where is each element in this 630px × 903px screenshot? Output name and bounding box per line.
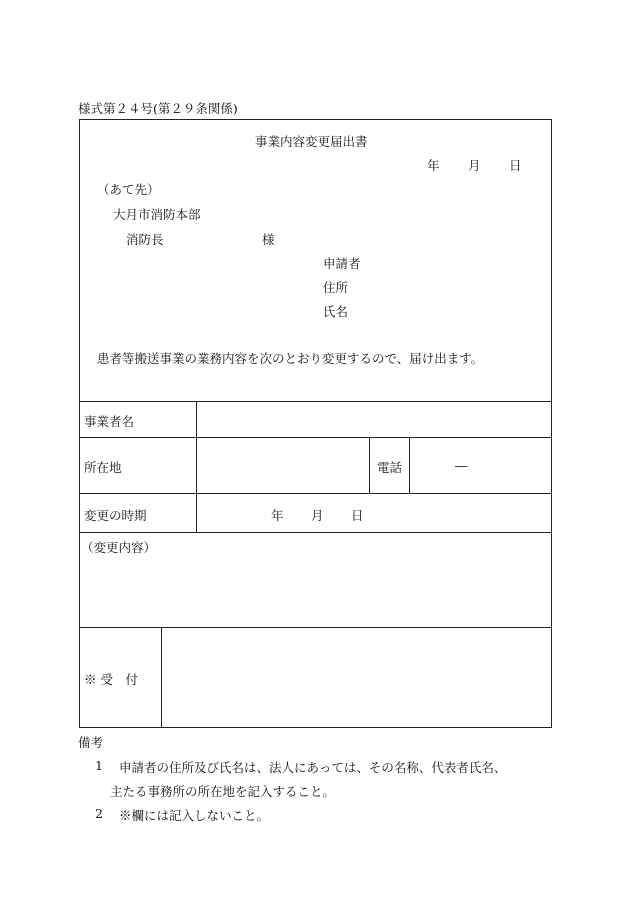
date-month-label: 月: [468, 158, 481, 173]
column-divider: [369, 437, 370, 494]
note-number: 2: [95, 806, 103, 821]
date-year-label: 年: [427, 158, 440, 173]
note-number: 1: [95, 758, 103, 773]
notes-heading: 備考: [78, 735, 104, 750]
addressee-title: 消防長: [126, 232, 164, 247]
date-day-label: 日: [509, 158, 522, 173]
change-content-field[interactable]: [80, 556, 550, 626]
change-date-label: 変更の時期: [84, 508, 147, 523]
note-text: ※欄には記入しないこと。: [119, 808, 270, 823]
divider: [79, 401, 552, 402]
phone-label: 電話: [377, 460, 403, 475]
divider: [79, 493, 552, 494]
addressee-honorific: 様: [262, 232, 275, 247]
location-label: 所在地: [84, 460, 122, 475]
note-text-continued: 主たる事務所の所在地を記入すること。: [110, 784, 336, 799]
change-date-month-label: 月: [311, 508, 324, 523]
column-divider: [409, 437, 410, 494]
addressee-prefix: （あて先）: [97, 182, 160, 197]
business-name-label: 事業者名: [84, 414, 135, 429]
change-content-label: （変更内容）: [81, 540, 157, 555]
reception-field: [163, 629, 550, 726]
address-label: 住所: [323, 280, 349, 295]
form-title: 事業内容変更届出書: [255, 134, 368, 149]
applicant-label: 申請者: [323, 256, 361, 271]
phone-field[interactable]: ―: [455, 458, 468, 473]
form-number: 様式第２４号(第２９条関係): [78, 101, 238, 116]
location-field[interactable]: [198, 439, 368, 492]
business-name-field[interactable]: [198, 403, 550, 436]
column-divider: [196, 401, 197, 533]
change-date-day-label: 日: [351, 508, 364, 523]
divider: [79, 627, 552, 628]
addressee-org: 大月市消防本部: [113, 207, 201, 222]
change-date-year-label: 年: [271, 508, 284, 523]
statement-text: 患者等搬送事業の業務内容を次のとおり変更するので、届け出ます。: [97, 351, 484, 366]
column-divider: [161, 627, 162, 728]
divider: [79, 437, 552, 438]
note-text: 申請者の住所及び氏名は、法人にあっては、その名称、代表者氏名、: [119, 760, 507, 775]
divider: [79, 532, 552, 533]
name-label: 氏名: [323, 304, 349, 319]
reception-label: ※ 受 付: [84, 672, 138, 687]
